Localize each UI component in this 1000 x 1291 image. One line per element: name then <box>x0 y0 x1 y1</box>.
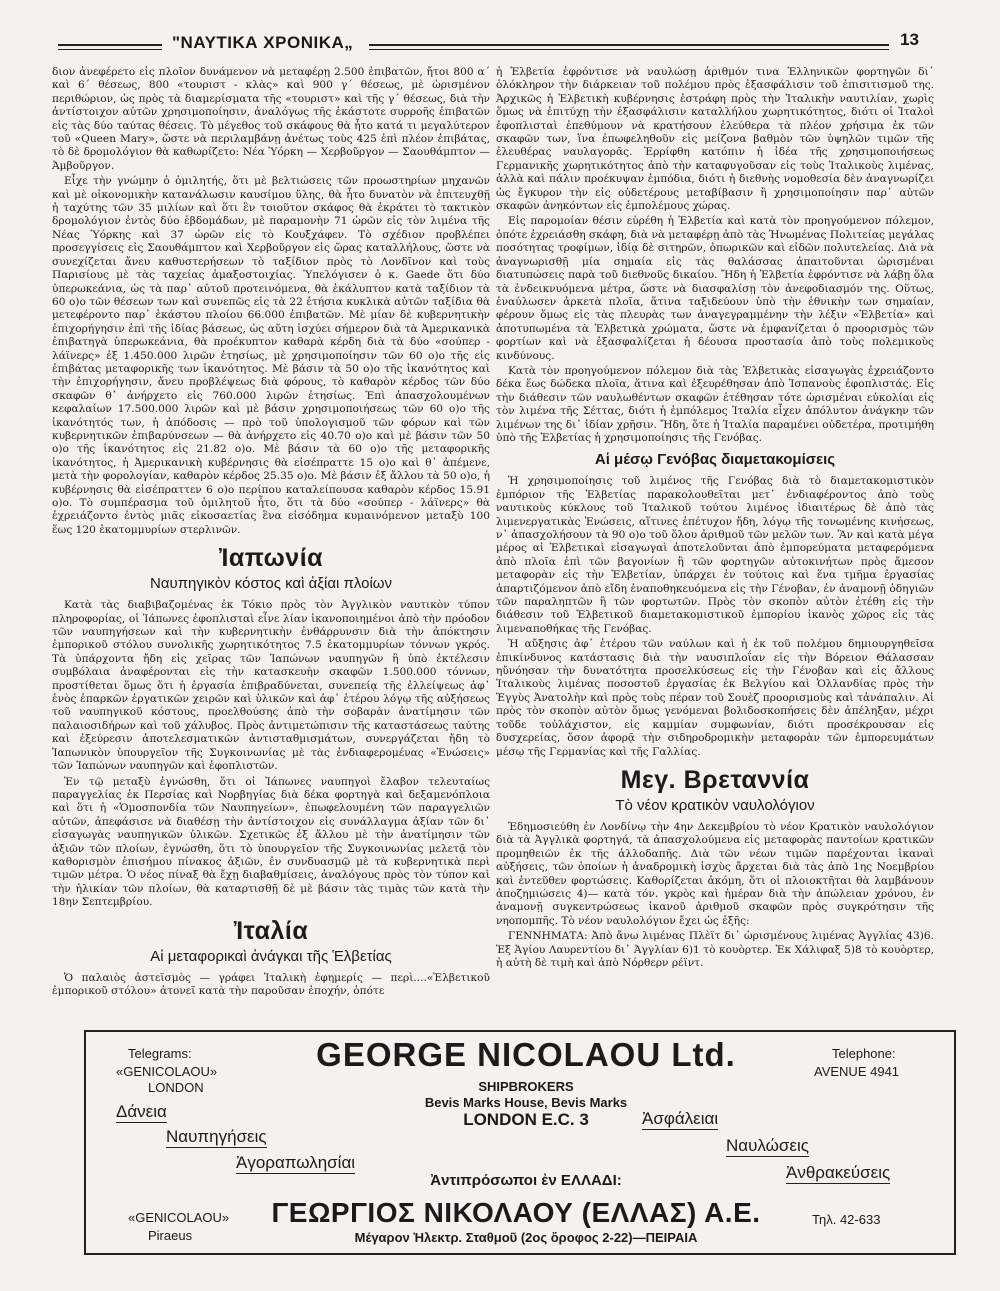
telephone-value: AVENUE 4941 <box>814 1064 900 1079</box>
paragraph: Κατὰ τὰς διαβιβαζομένας ἐκ Τόκιο πρὸς τὸν Ἀγγλικὸν ναυτικὸν τύπον πληροφορίας, οἱ Ἰάπωνες ἐφοπλισταὶ εἶνε λίαν ἱκανοποιημένοι ἀπὸ τὴν πρόοδον τῶν ναυπηγήσεων καὶ τὴν κυβερνητικὴν ἐνθάρρυνσιν διὰ τὴν ἀπόκτησιν ἐμπορικοῦ στόλου συνολικῆς χωρητικότητος 7.5 ἑκατομμυρίων τόννων γκρός. Τὰ ὑπάρχοντα ἤδη εἰς χεῖρας τῶν Ἰαπώνων ναυπηγῶν ἢ ὑπὸ ἐκτέλεσιν συμβόλαια ἀναφέρονται εἰς τὴν κατασκευὴν σκαφῶν 1.500.000 τόννων, προστίθεται ὅμως ὅτι ἡ ἐργασία ἐπιβραδύνεται, συνεπείᾳ τῆς ἐλλείψεως ἀφ᾽ ἑνὸς ἐπαρκῶν ἐργατικῶν χειρῶν καὶ ὑλικῶν καὶ ἀφ᾽ ἑτέρου λόγῳ τῆς αὐξήσεως τοῦ ναυπηγικοῦ κόστους, προελθούσης ἀπὸ τὴν σοβαρὰν ἀνατίμησιν τῶν παλαιοσιδήρων καὶ τοῦ χάλυβος. Πρὸς ἀντιμετώπισιν τῆς καταστάσεως ταύτης καὶ ἐξεύρεσιν ἀποτελεσματικῶν ἀντισταθμισμάτων, συνεργάζεται ἤδη τὸ Ἰαπωνικὸν ὑπουργεῖον τῆς Συγκοινωνίας μὲ τὰς ἐνδιαφερομένας «Ἑνώσεις» τῶν Ἰαπώνων ναυπηγῶν καὶ ἐφοπλιστῶν. <box>52 599 490 773</box>
left-column <box>52 66 490 1000</box>
telephone-label: Telephone: <box>832 1046 896 1061</box>
advertisement-box <box>84 1030 956 1255</box>
page-header <box>44 30 956 56</box>
paragraph: Εἶχε τὴν γνώμην ὁ ὁμιλητής, ὅτι μὲ βελτιώσεις τῶν προωστηρίων μηχανῶν καὶ μὲ οἰκονομικὴν κατανάλωσιν καυσίμου ὕλης, θὰ ἦτο δυνατὸν νὰ ἐπιτευχθῇ ἡ ταχύτης τῶν 35 μιλίων καὶ ὅτι ἓν τοιοῦτον σκάφος θὰ ἐκράτει τὸ τακτικὸν δρομολόγιον ἐντὸς δύο ἑβδομάδων, μὲ παραμονὴν 71 ὡρῶν εἰς τὸν λιμένα τῆς Νέας Ὑόρκης καὶ 37 ὡρῶν εἰς τὸ Κουξχάφεν. Τὸ σχέδιον προβλέπει προσεγγίσεις εἰς Σαουθάμπτον καὶ Χερβοῦργον εἰς ὥρας καταλλήλους, ὥστε νὰ συνεχίζεται ἄνευ καθυστερήσεων τὸ ταξίδιον πρὸς τὸ Λονδῖνον καὶ τοὺς Παρισίους μὲ τὰς ταχείας ἁμαξοστοιχίας. Ὑπελόγισεν ὁ κ. Gaede ὅτι δύο ὑπερωκεάνια, ὡς τὰ παρ᾽ αὐτοῦ προτεινόμενα, θὰ ἐκάλυπτον κατὰ ταξίδιον τὰ 60 ο)ο τῶν θέσεων των καὶ συνεπῶς εἰς τὰ 22 ἐτήσια κυκλικὰ αὐτῶν ταξίδια θὰ μετεφέροντο παρ᾽ ἑκάστου πλοίου 66.000 ἐπιβατῶν. Μὲ μίαν δὲ κυβερνητικὴν ἐπιχορήγησιν ἐπὶ τῆς ἰδίας βάσεως, ὡς αὕτη ἰσχύει σήμερον διὰ τὰ Ἀμερικανικὰ ἐπιβατηγὰ ὑπερωκεάνια, θὰ προέκυπτον καθαρὰ κέρδη διὰ τὰ δύο «σούπερ - λάϊνερς» ἐξ 1.450.000 λιρῶν ἐτησίως, μὲ χρησιμοποίησιν τῶν 60 ο)ο τῆς εἰς ἐπιβάτας μεταφορικῆς των ἱκανότητος. Μὲ βάσιν τὰ 50 ο)ο τῆς ἱκανότητος καὶ τὴν ἐπιχορήγησιν, ἄνευ προβλέψεως διὰ φόρους, τὸ καθαρὸν κέρδος τῶν δύο σκαφῶν θ᾽ ἀνήρχετο εἰς 760.000 λιρῶν ἐτησίως. Ἐπὶ ἀπασχολουμένων κεφαλαίων 17.500.000 λιρῶν καὶ μὲ βάσιν χρησιμοποιήσεως τῶν 60 ο)ο τῆς ἱκανότητός των, ἡ ἀπόδοσις — πρὸ τοῦ ὑπολογισμοῦ τῶν φόρων καὶ τῶν κυβερνητικῶν ἐπιβαρύνσεων — θὰ ἀνήρχετο εἰς 40.70 ο)ο καὶ μὲ βάσιν τῶν 50 ο)ο τῆς ἱκανότητος εἰς 21.82 ο)ο. Μὲ βάσιν τὰ 60 ο)ο τῆς μεταφορικῆς ἱκανότητος, ἡ Ἀμερικανικὴ κυβέρνησις θὰ εἰσέπραττε 15 ο)ο καὶ θ᾽ ἀπέμενε, μετὰ τὴν φορολογίαν, καθαρὸν κέρδος 25.35 ο)ο. Μὲ βάσιν ἐξ ἄλλου τὰ 50 ο)ο, ἡ κυβέρνησις θὰ εἰσέπραττεν 6 ο)ο περίπου καταλείπουσα καθαρὸν κέρδος 15.91 ο)ο. Τὸ συμπέρασμα τοῦ ὁμιλητοῦ ἦτο, ὅτι τὰ δύο «σούπερ - λάϊνερς» θὰ ἐχρειάζοντο ἐντὸς μιᾶς εἰκοσαετίας ἓνα εἰσόδημα κυμαινόμενον μεταξὺ 100 ἕως 120 ἑκατομμυρίων στερλινῶν. <box>52 175 490 536</box>
telegrams-code: «GENICOLAOU» <box>116 1064 218 1079</box>
company-name-gr: ΓΕΩΡΓΙΟΣ ΝΙΚΟΛΑΟΥ (ΕΛΛΑΣ) Α.Ε. <box>271 1197 761 1228</box>
piraeus-address: Μέγαρον Ἠλεκτρ. Σταθμοῦ (2ος ὄροφος 2-22)—ΠΕΙΡΑΙΑ <box>354 1230 698 1245</box>
section-title-japan: Ἰαπωνία <box>218 544 324 573</box>
piraeus-phone: Τηλ. 42-633 <box>812 1212 881 1227</box>
piraeus-telegrams-code: «GENICOLAOU» <box>128 1210 230 1225</box>
header-rule-left <box>58 44 162 46</box>
section-subtitle: Τὸ νέον κρατικὸν ναυλολόγιον <box>615 796 815 814</box>
paragraph: Εἰς παρομοίαν θέσιν εὑρέθη ἡ Ἑλβετία καὶ κατὰ τὸν προηγούμενον πόλεμον, ὁπότε ἐχρειάσθη σκάφη, διὰ νὰ μεταφέρῃ ἀπὸ τὰς Ἡνωμένας Πολιτείας μεγάλας ποσότητας τροφίμων, ἰδίᾳ δὲ σιτηρῶν, ὀπωρικῶν καὶ εἰδῶν πολυτελείας. Διὰ νὰ ἀναγνωρισθῇ μία σημαία εἰς τὰς θαλάσσας ἀπαιτοῦνται ὡρισμέναι διατυπώσεις παρὰ τοῦ διεθνοῦς δικαίου. Ἤδη ἡ Ἑλβετία ἐφρόντισε νὰ λάβῃ ὅλα τὰ ἐνδεικνυόμενα μέτρα, ὥστε νὰ διασφαλίσῃ τὸν ἀνεφοδιασμόν της. Οὕτως, ἐναύλωσεν ἀρκετὰ πλοῖα, ἅτινα ταξιδεύουν ὑπὸ τὴν ἐθνικὴν των σημαίαν, φέρουν ὅμως εἰς τὰς πλευρὰς των ἀναγεγραμμένην τὴν λέξιν «Ἑλβετία» καὶ ἀποτυπωμένα τὰ Ἑλβετικὰ χρώματα, ὥστε νὰ ἐμφανίζεται ὁ προορισμὸς τῶν φορτίων καὶ νὰ ἐξασφαλίζεται ἡ δέουσα προστασία ἀπὸ τοὺς πολεμικοὺς κινδύνους. <box>496 215 934 362</box>
telegrams-city: LONDON <box>148 1080 204 1095</box>
service-coaling: Ἀνθρακεύσεις <box>786 1163 891 1182</box>
service-loans: Δάνεια <box>116 1102 167 1121</box>
section-subtitle: Ναυπηγικὸν κόστος καὶ ἀξίαι πλοίων <box>150 575 392 593</box>
magazine-page <box>44 30 956 1270</box>
paragraph: ἡ Ἑλβετία ἐφρόντισε νὰ ναυλώσῃ ἀριθμόν τινα Ἑλληνικῶν φορτηγῶν δι᾽ ὁλόκληρον τὴν διάρκειαν τοῦ πολέμου πρὸς ἐξασφάλισιν τοῦ ἐπισιτισμοῦ της. Ἀρχικῶς ἡ Ἑλβετικὴ κυβέρνησις ἐστράφη πρὸς τὴν Ἰταλικὴν ναυτιλίαν, χωρὶς ὅμως νὰ ἐπιτύχῃ τὴν ἐξασφάλισιν καταλλήλου χωρητικότητος, διότι οἱ Ἰταλοὶ ἐφοπλισταὶ ἐπεθύμουν νὰ κρατήσουν ἐλεύθερα τὰ πλέον χρήσιμα ἐκ τῶν σκαφῶν των, ἵνα ἐπωφεληθοῦν εἰς μείζονα βαθμὸν τῶν ὑψηλῶν τιμῶν τῆς ἐλευθέρας ναυλαγορᾶς. Ἐρρίφθη κατόπιν ἡ ἰδέα τῆς χρησιμοποιήσεως Γερμανικῆς χωρητικότητος ἀπὸ τὴν καταφυγοῦσαν εἰς τοὺς Ἰταλικοὺς λιμένας, ἀλλὰ καὶ πάλιν προέκυψαν ἐμπόδια, διότι ἡ διεθνὴς νομοθεσία δὲν ἀναγνωρίζει ὡς ἔγκυρον τὴν εἰς οὐδετέρους μεταβίβασιν ἢ χρησιμοποίησιν παρ᾽ αὐτῶν σκαφῶν ἀνηκόντων εἰς ἐμπολέμους χώρας. <box>496 66 934 213</box>
section-title-britain: Μεγ. Βρεταννία <box>620 765 810 794</box>
paragraph: Ἐδημοσιεύθη ἐν Λονδίνῳ τὴν 4ην Δεκεμβρίου τὸ νέον Κρατικὸν ναυλολόγιον διὰ τὰ Ἀγγλικὰ φορτηγά, τὰ ἀπασχολούμενα εἰς μεταφορὰς παντοίων κρατικῶν προμηθειῶν ἐκ τῆς ἀλλοδαπῆς. Διὰ τῶν νέων τιμῶν παρέχονται ἱκαναὶ αὐξήσεις, τῶν ὁποίων ἡ ἀναδρομικὴ ἰσχὺς ἄρχεται διὰ τὰς ἀπὸ 1ης Νοεμβρίου καὶ ἐντεῦθεν φορτώσεις. Καθορίζεται ἀκόμη, ὅτι οἱ πλοιοκτῆται θὰ λαμβάνουν ἀποζημιώσεις 4)— κατὰ τόν. γκρὸς καὶ ἡμέραν διὰ τὴν ἀπώλειαν χρόνου, ἐν ἀναμονῇ συγκεντρώσεως ἱκανοῦ ἀριθμοῦ σκαφῶν πρὸς συγκρότησιν τῆς νηοπομπῆς. Τὸ νέον ναυλολόγιον ἔχει ὡς ἑξῆς: <box>496 820 934 927</box>
london-city: LONDON E.C. 3 <box>463 1110 589 1129</box>
company-name-en: GEORGE NICOLAOU Ltd. <box>316 1036 736 1073</box>
shipbrokers-label: SHIPBROKERS <box>478 1079 574 1094</box>
paragraph: Κατὰ τὸν προηγούμενον πόλεμον διὰ τὰς Ἑλβετικὰς εἰσαγωγὰς ἐχρειάζοντο δέκα ἕως δώδεκα πλοῖα, ἅτινα καὶ ἐξευρέθησαν ἀπὸ Ἰσπανοὺς ἐφοπλιστάς. Εἰς τὴν διάθεσιν τῶν ναυλωθέντων σκαφῶν ἐτέθησαν τότε ὡρισμέναι εὐκολίαι εἰς τὸν λιμένα τῆς Σέττας, διότι ἡ ἐμπόλεμος Ἰταλία εἶχεν ἀπόλυτον ἀνάγκην τῶν λιμένων της δι᾽ ἰδίαν χρῆσιν. Ἤδη, ὅτε ἡ Ἰταλία παραμένει οὐδετέρα, προτιμήθη ὑπὸ τῆς Ἑλβετίας ἡ χρησιμοποίησις τῆς Γενόβας. <box>496 364 934 444</box>
magazine-title: "ΝΑΥΤΙΚΑ ΧΡΟΝΙΚΑ„ <box>172 33 354 52</box>
service-insurance: Ἀσφάλειαι <box>642 1109 719 1128</box>
header-rule-right <box>369 44 889 46</box>
paragraph: διον ἀνεφέρετο εἰς πλοῖον δυνάμενον νὰ μεταφέρῃ 2.500 ἐπιβατῶν, ἤτοι 800 α΄ καὶ 6΄ θέσεως, 800 «τουριστ - κλὰς» καὶ 900 γ΄ θέσεως, μὲ ὡρισμένον περιθώριον, ὡς πρὸς τὰ διαμερίσματα τῆς «τουριστ» καὶ τῆς γ΄ θέσεως, διὰ τὴν ἀντίστοιχον αὐτῶν χρησιμοποίησιν, ἀναλόγως τῆς ἑκάστοτε συρροῆς ἐπιβατῶν εἰς τὰς δύο ταύτας θέσεις. Τὸ μέγεθος τοῦ σκάφους θὰ ἦτο κατά τι μεγαλύτερον τοῦ «Queen Mary», ὥστε νὰ περιλαμβάνῃ ἀνέτως τοὺς 425 ἐπὶ πλέον ἐπιβάτας, τὸ δὲ δρομολόγιον θὰ καθωρίζετο: Νέα Ὑόρκη — Χερβοῦργον — Σαουθάμπτον — Ἀμβοῦργον. <box>52 66 490 172</box>
telegrams-label: Telegrams: <box>128 1046 192 1061</box>
section-title-genoa: Αἱ μέσῳ Γενόβας διαμετακομίσεις <box>594 451 836 469</box>
paragraph: Ἡ χρησιμοποίησις τοῦ λιμένος τῆς Γενόβας διὰ τὸ διαμετακομιστικὸν ἐμπόριον τῆς Ἑλβετίας παρακολουθεῖται μετ᾽ ἐνδιαφέροντος ἀπὸ τοὺς ναυτικοὺς κύκλους τοῦ Ἰταλικοῦ τούτου λιμένος ἰδιαιτέρως δὲ ἀπὸ τὰς λιμενεργατικὰς Ἑνώσεις, αἵτινες ἐπέτυχον ἤδη, λόγῳ τῆς τονωμένης κινήσεως, ν᾽ ἀπασχολήσουν τὰ 90 ο)ο τοῦ ὅλου ἀριθμοῦ τῶν μελῶν των. Ἂν καὶ κατὰ μέγα μέρος αἱ Ἑλβετικαὶ εἰσαγωγαὶ ἀποτελοῦνται ἀπὸ ἐμπορεύματα μεταφερόμενα ἀπὸ πλοῖα ἐπὶ τῶν βαγονίων ἢ τῶν φορτηγῶν αὐτοκινήτων πρὸς ἄμεσον μεταφορὰν εἰς τὴν Ἑλβετίαν, ὑπάρχει ἐν τούτοις καὶ ἕνα τμῆμα ἐργασίας ἀπαρτιζόμενον ἀπὸ εἴδη ἐναποθηκευόμενα εἰς τὴν Γένοβαν, ἐν ἀναμονῇ ὁδηγιῶν τῶν παραληπτῶν ἢ τῶν φορτωτῶν. Πρὸς τὸν σκοπὸν αὐτὸν ἐτέθη εἰς τὴν διάθεσιν τοῦ Ἑλβετικοῦ διαμετακομιστικοῦ ἐμπορίου ἱκανὸς χῶρος εἰς τὰς λιμεναποθήκας τῆς Γενόβας. <box>496 475 934 635</box>
paragraph: ΓΕΝΝΗΜΑΤΑ: Ἀπὸ ἄνω λιμένας Πλὲϊτ δι᾽ ὡρισμένους λιμένας Ἀγγλίας 43)6. Ἐξ Ἁγίου Λαυρεντίου δι᾽ Ἀγγλίαν 6)1 τὸ κουὸρτερ. Ἐκ Χάλιφαξ 5)8 τὸ κουὸρτερ, ἡ αὐτὴ δὲ τιμὴ καὶ ἀπὸ Νόρθερν ρέϊντ. <box>496 930 934 969</box>
service-sales: Ἀγοραπωλησίαι <box>236 1153 356 1172</box>
section-subtitle: Αἱ μεταφορικαὶ ἀνάγκαι τῆς Ἑλβετίας <box>150 947 392 965</box>
paragraph: Ὁ παλαιὸς ἀστεϊσμὸς — γράφει Ἰταλικὴ ἐφημερίς — περὶ....«Ἑλβετικοῦ ἐμπορικοῦ στόλου» ἀτονεῖ κατὰ τὴν παροῦσαν ἐποχήν, ὁπότε <box>52 971 490 997</box>
service-chartering: Ναυλώσεις <box>726 1136 809 1155</box>
service-shipbuilding: Ναυπηγήσεις <box>166 1127 267 1146</box>
paragraph: Ἐν τῷ μεταξὺ ἐγνώσθη, ὅτι οἱ Ἰάπωνες ναυπηγοὶ ἔλαβον τελευταίως παραγγελίας ἐκ Περσίας καὶ Νορβηγίας διὰ δέκα φορτηγὰ καὶ δεξαμενόπλοια καὶ ὅτι ἡ «Ὁμοσπονδία τῶν Ναυπηγείων», ἐπωφελουμένη τῶν παραγγελιῶν αὐτῶν, ἀπεφάσισε νὰ διαθέσῃ τὴν ἀντίστοιχον εἰς συνάλλαγμα ἀξίαν τῶν δι᾽ εἰσαγωγὰς ναυπηγικῶν ὑλικῶν. Σχετικῶς ἐξ ἄλλου μὲ τὴν ἀνατίμησιν τῶν ἀξιῶν τῶν πλοίων, ἐγνώσθη, ὅτι τὸ ὑπουργεῖον τῆς Συγκοινωνίας μελετᾷ τὸν καθορισμὸν ἐπισήμου πίνακος ἀξιῶν, ἐν συνδυασμῷ μὲ τὰ κυβερνητικὰ περὶ τιμῶν μέτρα. Ὁ νέος πίναξ θὰ ἔχῃ διαβαθμίσεις, ἀναλόγους πρὸς τὸν τύπον καὶ τὴν ἡλικίαν τῶν πλοίων, θὰ καταρτισθῇ δὲ μὲ βάσιν τὰς τιμὰς τῶν κατὰ τὴν 18ην Σεπτεμβρίου. <box>52 775 490 909</box>
london-address: Bevis Marks House, Bevis Marks <box>424 1095 628 1110</box>
piraeus-city: Piraeus <box>148 1228 193 1243</box>
greek-representatives: Ἀντιπρόσωποι ἐν ΕΛΛΑΔΙ: <box>430 1172 622 1189</box>
right-column <box>496 66 934 972</box>
paragraph: Ἡ αὔξησις ἀφ᾽ ἑτέρου τῶν ναύλων καὶ ἡ ἐκ τοῦ πολέμου δημιουργηθεῖσα ἐπικίνδυνος κατάστασις διὰ τὴν ναυσιπλοΐαν εἰς τὴν Βόρειον Θάλασσαν ηὔνόησαν τὴν δυνατότητα προσελκύσεως εἰς τὴν Γένοβαν καὶ εἰς ἄλλους Ἰταλικοὺς λιμένας ποσοστοῦ ἐργασίας ἐκ Βελγίου καὶ Ὁλλανδίας πρὸς τὴν Ἐγγὺς Ἀνατολὴν καὶ πρὸς τοὺς πέραν τοῦ Σουὲζ προορισμοὺς καὶ τἀνάπαλιν. Αἱ πρὸς τὸν σκοπὸν αὐτὸν ὅμως γενόμεναι βολιδοσκοπήσεις δὲν ἀπέληξαν, μέχρι τοῦδε τοὐλάχιστον, εἰς καμμίαν συμφωνίαν, διότι προσέκρουσαν εἰς δυσχερείας, ὅσον ἀφορᾷ τὴν σιδηροδρομικὴν μεταφορὰν τῶν ἐμπορευμάτων μέσῳ τῆς Γερμανίας καὶ τῆς Γαλλίας. <box>496 638 934 758</box>
page-number: 13 <box>900 30 919 49</box>
section-title-italy: Ἰταλία <box>233 916 309 945</box>
